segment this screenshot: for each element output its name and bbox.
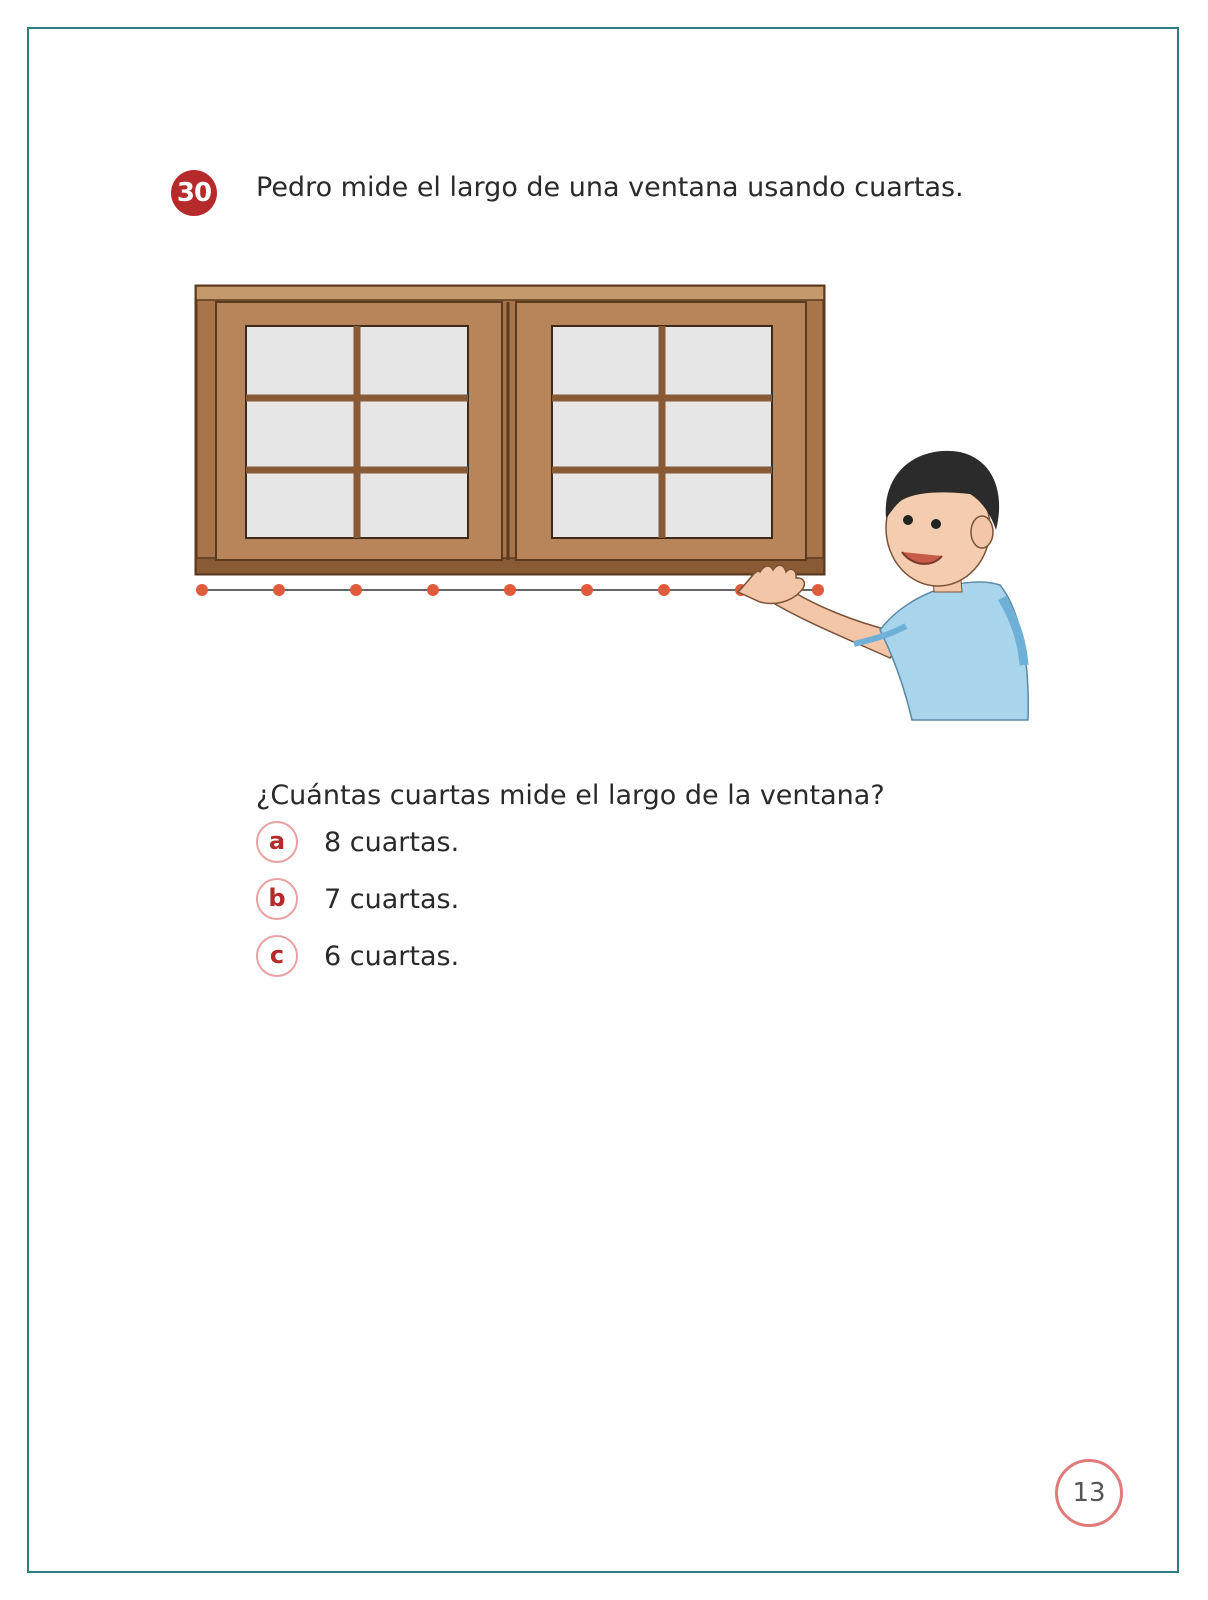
option-letter: a (256, 821, 298, 863)
window-illustration (190, 280, 1070, 750)
option-letter: b (256, 878, 298, 920)
option-text: 6 cuartas. (324, 940, 460, 972)
measure-line (196, 584, 824, 596)
question-number: 30 (171, 170, 217, 216)
option-letter: c (256, 935, 298, 977)
option-c[interactable] (256, 933, 459, 979)
page-number: 13 (1055, 1459, 1123, 1527)
option-text: 7 cuartas. (324, 883, 460, 915)
question-statement: Pedro mide el largo de una ventana usando cuartas. (256, 172, 964, 203)
window-frame (196, 286, 824, 574)
option-b[interactable] (256, 876, 459, 922)
question-prompt: ¿Cuántas cuartas mide el largo de la ventana? (256, 780, 885, 811)
option-a[interactable] (256, 819, 459, 865)
option-text: 8 cuartas. (324, 826, 460, 858)
